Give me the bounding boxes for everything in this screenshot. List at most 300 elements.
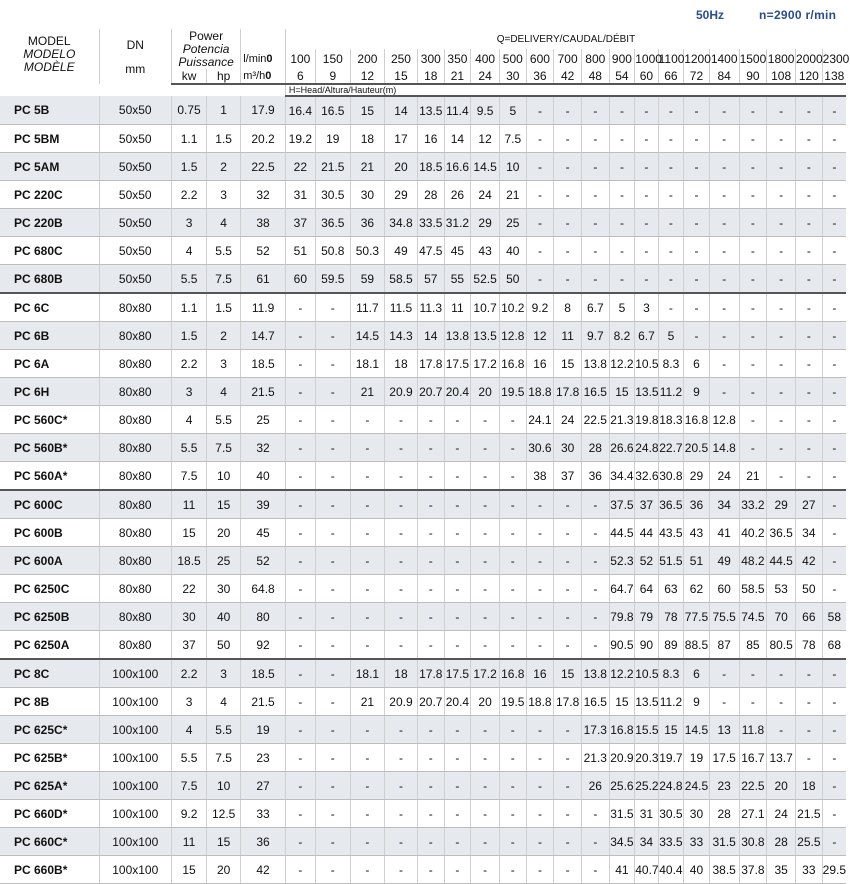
head-value-cell: 36 bbox=[581, 462, 609, 491]
head-value-cell: - bbox=[822, 434, 846, 462]
head-value-cell: - bbox=[739, 659, 767, 688]
head-value-cell: - bbox=[609, 153, 635, 181]
lmin-unit: l/min0 bbox=[241, 49, 286, 69]
head-value-cell: - bbox=[285, 716, 315, 744]
head-value-cell: - bbox=[822, 209, 846, 237]
head-value-cell: 80 bbox=[241, 603, 286, 631]
head-value-cell: 19.5 bbox=[499, 378, 526, 406]
dn-cell: 80x80 bbox=[99, 434, 171, 462]
head-value-cell: 52 bbox=[635, 547, 658, 575]
head-value-cell: 34.8 bbox=[384, 209, 417, 237]
head-value-cell: 12.2 bbox=[609, 350, 635, 378]
model-cell: PC 600B bbox=[0, 519, 99, 547]
head-value-cell: - bbox=[822, 828, 846, 856]
flow-lmin-header: 900 bbox=[609, 49, 635, 69]
head-value-cell: 15 bbox=[609, 378, 635, 406]
head-value-cell: - bbox=[444, 800, 471, 828]
kw-cell: 22 bbox=[171, 575, 206, 603]
head-value-cell: - bbox=[285, 378, 315, 406]
head-value-cell: 14 bbox=[417, 322, 444, 350]
head-value-cell: 43 bbox=[684, 519, 710, 547]
head-value-cell: - bbox=[350, 434, 384, 462]
head-value-cell: 25.5 bbox=[796, 828, 823, 856]
head-value-cell: 18 bbox=[796, 772, 823, 800]
head-value-cell: - bbox=[658, 153, 684, 181]
head-value-cell: - bbox=[581, 800, 609, 828]
head-value-cell: 9.7 bbox=[581, 322, 609, 350]
head-value-cell: - bbox=[526, 603, 554, 631]
kw-cell: 4 bbox=[171, 406, 206, 434]
hp-cell: 4 bbox=[207, 209, 241, 237]
head-value-cell: - bbox=[767, 265, 796, 294]
head-value-cell: 19 bbox=[241, 716, 286, 744]
flow-lmin-header: 100 bbox=[285, 49, 315, 69]
kw-unit: kw bbox=[171, 69, 206, 84]
head-value-cell: - bbox=[709, 265, 739, 294]
head-value-cell: - bbox=[285, 772, 315, 800]
head-value-cell: 41 bbox=[609, 856, 635, 884]
head-value-cell: - bbox=[822, 96, 846, 125]
flow-m3h-header: 9 bbox=[315, 69, 350, 84]
head-value-cell: 79 bbox=[635, 603, 658, 631]
head-value-cell: - bbox=[526, 744, 554, 772]
head-value-cell: - bbox=[384, 772, 417, 800]
head-value-cell: 10.7 bbox=[471, 293, 500, 322]
model-cell: PC 8B bbox=[0, 688, 99, 716]
head-value-cell: 36.5 bbox=[767, 519, 796, 547]
table-row bbox=[0, 659, 846, 688]
model-cell: PC 5BM bbox=[0, 125, 99, 153]
head-value-cell: 3 bbox=[635, 293, 658, 322]
head-value-cell: - bbox=[471, 744, 500, 772]
head-value-cell: 12.8 bbox=[499, 322, 526, 350]
head-value-cell: - bbox=[350, 406, 384, 434]
head-value-cell: 40.7 bbox=[635, 856, 658, 884]
kw-cell: 3 bbox=[171, 378, 206, 406]
head-value-cell: - bbox=[350, 744, 384, 772]
head-value-cell: - bbox=[417, 519, 444, 547]
head-value-cell: - bbox=[739, 265, 767, 294]
hp-unit: hp bbox=[207, 69, 241, 84]
head-value-cell: 78 bbox=[796, 631, 823, 660]
table-row bbox=[0, 434, 846, 462]
dn-cell: 80x80 bbox=[99, 462, 171, 491]
head-value-cell: - bbox=[609, 96, 635, 125]
flow-m3h-header: 66 bbox=[658, 69, 684, 84]
head-value-cell: - bbox=[767, 434, 796, 462]
head-value-cell: 13.7 bbox=[767, 744, 796, 772]
head-value-cell: 88.5 bbox=[684, 631, 710, 660]
head-value-cell: - bbox=[444, 519, 471, 547]
head-value-cell: - bbox=[526, 96, 554, 125]
table-row bbox=[0, 800, 846, 828]
head-value-cell: 50.3 bbox=[350, 237, 384, 265]
head-value-cell: 18.3 bbox=[658, 406, 684, 434]
dn-unit: mm bbox=[125, 61, 146, 76]
head-value-cell: 6 bbox=[684, 350, 710, 378]
head-value-cell: 20.9 bbox=[609, 744, 635, 772]
head-value-cell: - bbox=[796, 378, 823, 406]
head-value-cell: - bbox=[635, 265, 658, 294]
dn-cell: 80x80 bbox=[99, 322, 171, 350]
head-value-cell: 58 bbox=[822, 603, 846, 631]
head-value-cell: - bbox=[417, 547, 444, 575]
head-value-cell: - bbox=[350, 490, 384, 519]
head-value-cell: 18 bbox=[350, 125, 384, 153]
head-value-cell: - bbox=[526, 631, 554, 660]
head-value-cell: 16.8 bbox=[684, 406, 710, 434]
head-value-cell: - bbox=[635, 237, 658, 265]
head-value-cell: - bbox=[285, 293, 315, 322]
head-value-cell: 14.5 bbox=[684, 716, 710, 744]
dn-cell: 50x50 bbox=[99, 181, 171, 209]
head-value-cell: 33 bbox=[796, 856, 823, 884]
head-value-cell: - bbox=[739, 350, 767, 378]
kw-cell: 30 bbox=[171, 603, 206, 631]
head-value-cell: - bbox=[709, 322, 739, 350]
head-value-cell: 17.5 bbox=[444, 350, 471, 378]
table-row bbox=[0, 406, 846, 434]
head-value-cell: 52 bbox=[241, 237, 286, 265]
head-value-cell: - bbox=[581, 856, 609, 884]
head-value-cell: 16.5 bbox=[581, 378, 609, 406]
head-value-cell: - bbox=[285, 322, 315, 350]
head-value-cell: 11.2 bbox=[658, 378, 684, 406]
head-value-cell: - bbox=[554, 125, 582, 153]
head-value-cell: 34.5 bbox=[609, 828, 635, 856]
hp-cell: 7.5 bbox=[207, 265, 241, 294]
head-value-cell: 16 bbox=[526, 659, 554, 688]
head-value-cell: - bbox=[796, 716, 823, 744]
flow-m3h-header: 21 bbox=[444, 69, 471, 84]
table-row bbox=[0, 547, 846, 575]
head-value-cell: 18.5 bbox=[241, 659, 286, 688]
head-value-cell: - bbox=[635, 209, 658, 237]
head-value-cell: 18.5 bbox=[417, 153, 444, 181]
head-value-cell: 11.3 bbox=[417, 293, 444, 322]
flow-m3h-header: 72 bbox=[684, 69, 710, 84]
head-value-cell: 74.5 bbox=[739, 603, 767, 631]
head-value-cell: 64 bbox=[635, 575, 658, 603]
head-value-cell: - bbox=[285, 490, 315, 519]
head-value-cell: - bbox=[285, 828, 315, 856]
head-value-cell: 37 bbox=[635, 490, 658, 519]
head-value-cell: 37.5 bbox=[609, 490, 635, 519]
head-value-cell: 31.2 bbox=[444, 209, 471, 237]
head-value-cell: 13.5 bbox=[635, 378, 658, 406]
head-value-cell: 25 bbox=[499, 209, 526, 237]
head-value-cell: 21.5 bbox=[241, 688, 286, 716]
head-value-cell: - bbox=[417, 772, 444, 800]
head-value-cell: - bbox=[822, 716, 846, 744]
head-value-cell: - bbox=[767, 293, 796, 322]
model-label-es: MODELO bbox=[23, 47, 76, 61]
m3h-unit: m³/h0 bbox=[241, 69, 286, 84]
table-row bbox=[0, 462, 846, 491]
kw-cell: 7.5 bbox=[171, 772, 206, 800]
head-value-cell: - bbox=[471, 800, 500, 828]
head-value-cell: 25.6 bbox=[609, 772, 635, 800]
head-value-cell: - bbox=[581, 575, 609, 603]
head-value-cell: 25 bbox=[241, 406, 286, 434]
head-value-cell: - bbox=[444, 631, 471, 660]
flow-lmin-header: 1500 bbox=[739, 49, 767, 69]
head-value-cell: - bbox=[554, 209, 582, 237]
dn-cell: 80x80 bbox=[99, 350, 171, 378]
flow-m3h-header: 6 bbox=[285, 69, 315, 84]
model-cell: PC 6C bbox=[0, 293, 99, 322]
model-cell: PC 220B bbox=[0, 209, 99, 237]
head-value-cell: - bbox=[796, 153, 823, 181]
head-value-cell: 6 bbox=[684, 659, 710, 688]
kw-cell: 11 bbox=[171, 828, 206, 856]
head-value-cell: 30 bbox=[554, 434, 582, 462]
head-value-cell: - bbox=[684, 209, 710, 237]
head-value-cell: - bbox=[471, 462, 500, 491]
head-value-cell: 21 bbox=[499, 181, 526, 209]
model-label-en: MODEL bbox=[27, 34, 71, 48]
head-value-cell: - bbox=[822, 744, 846, 772]
head-value-cell: 52 bbox=[241, 547, 286, 575]
head-value-cell: - bbox=[384, 856, 417, 884]
kw-cell: 5.5 bbox=[171, 265, 206, 294]
head-value-cell: 16 bbox=[417, 125, 444, 153]
hp-cell: 1.5 bbox=[207, 125, 241, 153]
head-value-cell: - bbox=[554, 181, 582, 209]
table-row bbox=[0, 293, 846, 322]
head-value-cell: 60 bbox=[709, 575, 739, 603]
head-value-cell: - bbox=[526, 265, 554, 294]
head-value-cell: 60 bbox=[285, 265, 315, 294]
head-value-cell: 8 bbox=[554, 293, 582, 322]
table-row bbox=[0, 322, 846, 350]
head-value-cell: - bbox=[315, 603, 350, 631]
head-value-cell: 20.7 bbox=[417, 378, 444, 406]
head-value-cell: - bbox=[822, 265, 846, 294]
head-value-cell: 80.5 bbox=[767, 631, 796, 660]
kw-cell: 1.1 bbox=[171, 293, 206, 322]
head-value-cell: - bbox=[796, 125, 823, 153]
head-value-cell: 17.2 bbox=[471, 659, 500, 688]
table-row bbox=[0, 744, 846, 772]
head-value-cell: 11.2 bbox=[658, 688, 684, 716]
head-value-cell: 9 bbox=[684, 378, 710, 406]
head-value-cell: 15 bbox=[350, 96, 384, 125]
head-value-cell: 38 bbox=[241, 209, 286, 237]
head-value-cell: - bbox=[444, 547, 471, 575]
head-value-cell: - bbox=[444, 434, 471, 462]
head-value-cell: 13.8 bbox=[581, 350, 609, 378]
head-value-cell: 21.5 bbox=[315, 153, 350, 181]
head-value-cell: - bbox=[315, 547, 350, 575]
head-value-cell: - bbox=[285, 434, 315, 462]
kw-cell: 3 bbox=[171, 688, 206, 716]
head-value-cell: - bbox=[285, 603, 315, 631]
flow-m3h-header: 120 bbox=[796, 69, 823, 84]
head-value-cell: - bbox=[350, 856, 384, 884]
head-value-cell: - bbox=[526, 575, 554, 603]
head-value-cell: 14 bbox=[444, 125, 471, 153]
head-value-cell: 51 bbox=[684, 547, 710, 575]
head-value-cell: 40 bbox=[499, 237, 526, 265]
head-value-cell: - bbox=[767, 462, 796, 491]
head-value-cell: 13.8 bbox=[444, 322, 471, 350]
head-value-cell: - bbox=[581, 603, 609, 631]
head-value-cell: - bbox=[767, 659, 796, 688]
head-value-cell: - bbox=[471, 603, 500, 631]
head-value-cell: 44 bbox=[635, 519, 658, 547]
model-cell: PC 5B bbox=[0, 96, 99, 125]
hp-cell: 25 bbox=[207, 547, 241, 575]
head-value-cell: 15 bbox=[554, 659, 582, 688]
head-value-cell: - bbox=[526, 856, 554, 884]
head-value-cell: 43 bbox=[471, 237, 500, 265]
head-value-cell: - bbox=[499, 434, 526, 462]
head-value-cell: - bbox=[471, 856, 500, 884]
head-value-cell: - bbox=[444, 856, 471, 884]
model-cell: PC 660D* bbox=[0, 800, 99, 828]
head-value-cell: - bbox=[384, 547, 417, 575]
head-value-cell: 40.4 bbox=[658, 856, 684, 884]
hp-cell: 2 bbox=[207, 322, 241, 350]
head-value-cell: 78 bbox=[658, 603, 684, 631]
flow-lmin-header: 1000 bbox=[635, 49, 658, 69]
head-value-cell: - bbox=[739, 209, 767, 237]
flow-m3h-header: 18 bbox=[417, 69, 444, 84]
head-value-cell: 11.5 bbox=[384, 293, 417, 322]
head-value-cell: - bbox=[822, 153, 846, 181]
head-value-cell: - bbox=[350, 800, 384, 828]
head-value-cell: - bbox=[554, 828, 582, 856]
head-value-cell: 31.5 bbox=[709, 828, 739, 856]
head-value-cell: 10.5 bbox=[635, 350, 658, 378]
head-value-cell: 29 bbox=[471, 209, 500, 237]
head-value-cell: 45 bbox=[241, 519, 286, 547]
head-value-cell: - bbox=[822, 350, 846, 378]
model-cell: PC 680C bbox=[0, 237, 99, 265]
head-value-cell: - bbox=[739, 153, 767, 181]
head-value-cell: 24.8 bbox=[658, 772, 684, 800]
hp-cell: 3 bbox=[207, 181, 241, 209]
head-value-cell: 52.3 bbox=[609, 547, 635, 575]
head-value-cell: - bbox=[554, 575, 582, 603]
head-value-cell: 34 bbox=[709, 490, 739, 519]
head-value-cell: 24.1 bbox=[526, 406, 554, 434]
head-value-cell: - bbox=[499, 828, 526, 856]
head-value-cell: 24.8 bbox=[635, 434, 658, 462]
hp-cell: 15 bbox=[207, 490, 241, 519]
head-value-cell: - bbox=[471, 772, 500, 800]
head-value-cell: - bbox=[796, 209, 823, 237]
head-value-cell: 29 bbox=[684, 462, 710, 491]
head-value-cell: 38 bbox=[526, 462, 554, 491]
head-value-cell: - bbox=[285, 547, 315, 575]
head-value-cell: - bbox=[739, 378, 767, 406]
table-row bbox=[0, 688, 846, 716]
head-value-cell: - bbox=[739, 125, 767, 153]
head-value-cell: 24 bbox=[554, 406, 582, 434]
head-value-cell: 19.2 bbox=[285, 125, 315, 153]
head-value-cell: - bbox=[384, 716, 417, 744]
head-value-cell: - bbox=[384, 744, 417, 772]
head-value-cell: - bbox=[822, 490, 846, 519]
head-value-cell: - bbox=[684, 181, 710, 209]
head-value-cell: 26 bbox=[444, 181, 471, 209]
model-cell: PC 660B* bbox=[0, 856, 99, 884]
hp-cell: 10 bbox=[207, 772, 241, 800]
head-value-cell: - bbox=[709, 209, 739, 237]
head-value-cell: - bbox=[635, 96, 658, 125]
head-value-cell: - bbox=[796, 181, 823, 209]
head-value-cell: - bbox=[315, 406, 350, 434]
dn-cell: 80x80 bbox=[99, 603, 171, 631]
kw-cell: 15 bbox=[171, 519, 206, 547]
head-value-cell: 5 bbox=[499, 96, 526, 125]
dn-cell: 80x80 bbox=[99, 406, 171, 434]
flow-m3h-header: 30 bbox=[499, 69, 526, 84]
dn-cell: 50x50 bbox=[99, 265, 171, 294]
head-value-cell: 50.8 bbox=[315, 237, 350, 265]
head-value-cell: 21.3 bbox=[609, 406, 635, 434]
head-value-cell: - bbox=[739, 688, 767, 716]
head-value-cell: - bbox=[499, 490, 526, 519]
flow-m3h-header: 84 bbox=[709, 69, 739, 84]
head-value-cell: - bbox=[417, 800, 444, 828]
head-value-cell: 31 bbox=[635, 800, 658, 828]
head-value-cell: 51.5 bbox=[658, 547, 684, 575]
top-bar bbox=[0, 0, 850, 28]
dn-cell: 50x50 bbox=[99, 237, 171, 265]
head-value-cell: - bbox=[709, 181, 739, 209]
kw-cell: 2.2 bbox=[171, 659, 206, 688]
head-value-cell: 20.4 bbox=[444, 688, 471, 716]
head-value-cell: 34 bbox=[635, 828, 658, 856]
head-value-cell: - bbox=[658, 96, 684, 125]
hp-cell: 5.5 bbox=[207, 406, 241, 434]
head-value-cell: 19.5 bbox=[499, 688, 526, 716]
hp-cell: 30 bbox=[207, 575, 241, 603]
flow-lmin-header: 350 bbox=[444, 49, 471, 69]
head-value-cell: - bbox=[709, 350, 739, 378]
head-value-cell: 31 bbox=[285, 181, 315, 209]
head-value-cell: 9 bbox=[684, 688, 710, 716]
head-value-cell: - bbox=[285, 406, 315, 434]
head-value-cell: - bbox=[796, 237, 823, 265]
head-value-cell: - bbox=[350, 519, 384, 547]
head-value-cell: - bbox=[554, 519, 582, 547]
head-value-cell: 44.5 bbox=[609, 519, 635, 547]
model-cell: PC 6250C bbox=[0, 575, 99, 603]
head-value-cell: - bbox=[822, 772, 846, 800]
head-value-cell: - bbox=[350, 631, 384, 660]
head-value-cell: - bbox=[499, 406, 526, 434]
head-value-cell: - bbox=[709, 378, 739, 406]
dn-cell: 100x100 bbox=[99, 800, 171, 828]
flow-lmin-header: 1200 bbox=[684, 49, 710, 69]
head-value-cell: - bbox=[315, 800, 350, 828]
head-value-cell: 34.4 bbox=[609, 462, 635, 491]
flow-m3h-header: 48 bbox=[581, 69, 609, 84]
head-value-cell: 16.7 bbox=[739, 744, 767, 772]
head-value-cell: - bbox=[350, 716, 384, 744]
table-row bbox=[0, 237, 846, 265]
dn-cell: 80x80 bbox=[99, 519, 171, 547]
head-value-cell: - bbox=[554, 772, 582, 800]
flow-lmin-header: 300 bbox=[417, 49, 444, 69]
head-value-cell: - bbox=[554, 547, 582, 575]
head-value-cell: 30 bbox=[350, 181, 384, 209]
head-value-cell: 30.8 bbox=[658, 462, 684, 491]
